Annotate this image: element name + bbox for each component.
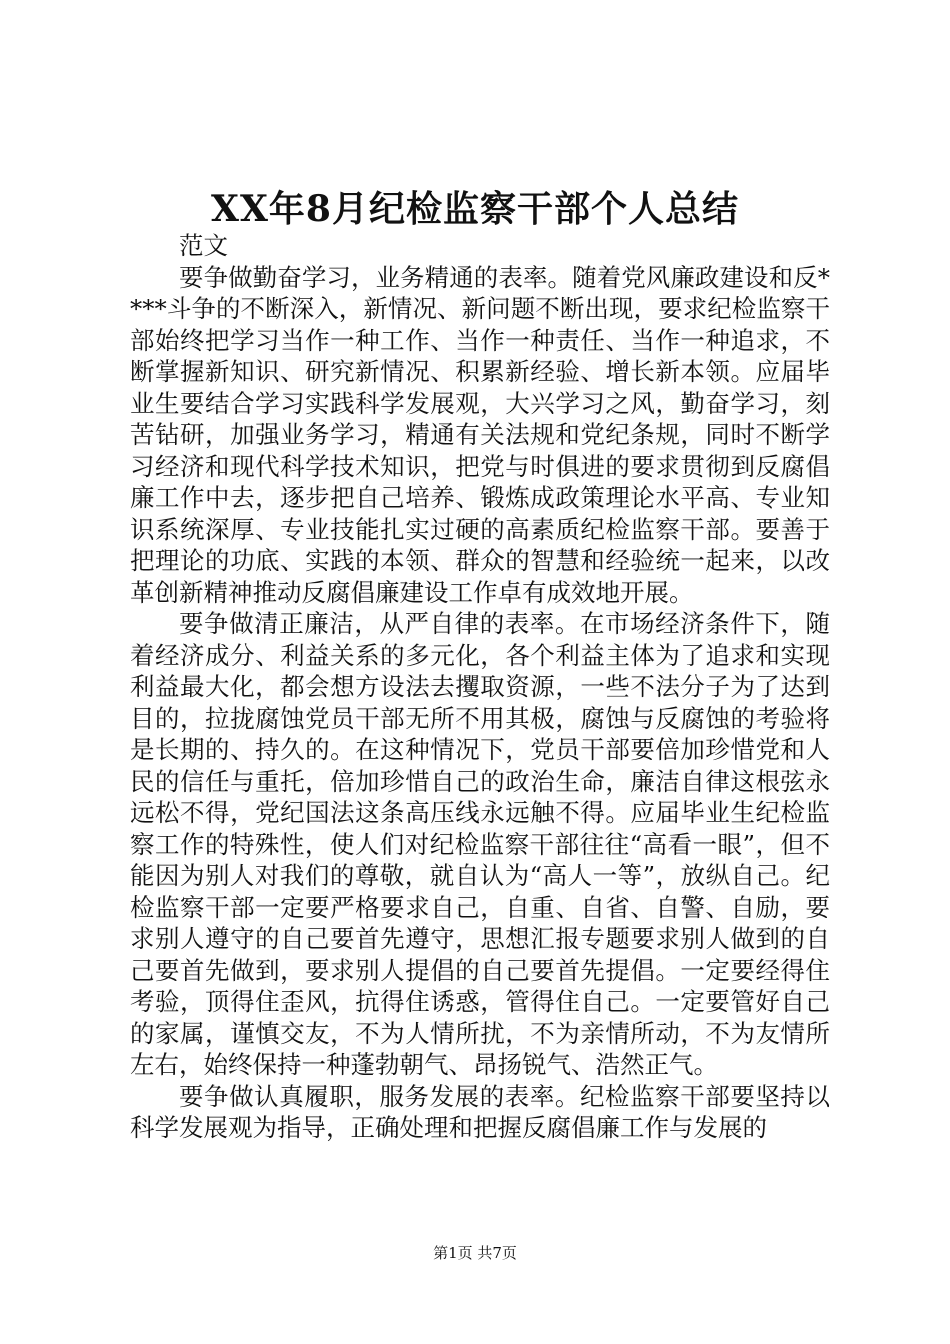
page-footer: 第1页 共7页	[433, 1244, 517, 1262]
body-paragraph-label: 范文	[179, 231, 228, 260]
body-paragraph: 要争做勤奋学习，业务精通的表率。随着党风廉政建设和反****斗争的不断深入，新情况、新问题不断出现，要求纪检监察干部始终把学习当作一种工作、当作一种责任、当作一种追求，不断掌握新知识、研究新情况、积累新经验、增长新本领。应届毕业生要结合学习实践科学发展观，大兴学习之风，勤奋学习，刻苦钻研，加强业务学习，精通有关法规和党纪条规，同时不断学习经济和现代科学技术知识，把党与时俱进的要求贯彻到反腐倡廉工作中去，逐步把自己培养、锻炼成政策理论水平高、专业知识系统深厚、专业技能扎实过硬的高素质纪检监察干部。要善于把理论的功底、实践的本领、群众的智慧和经验统一起来，以改革创新精神推动反腐倡廉建设工作卓有成效地开展。	[130, 262, 830, 607]
document-body	[130, 230, 830, 1144]
document-title: XX年8月纪检监察干部个人总结	[211, 188, 739, 230]
body-paragraph: 要争做清正廉洁，从严自律的表率。在市场经济条件下，随着经济成分、利益关系的多元化，各个利益主体为了追求和实现利益最大化，都会想方设法去攫取资源，一些不法分子为了达到目的，拉拢腐蚀党员干部无所不用其极，腐蚀与反腐蚀的考验将是长期的、持久的。在这种情况下，党员干部要倍加珍惜党和人民的信任与重托，倍加珍惜自己的政治生命，廉洁自律这根弦永远松不得，党纪国法这条高压线永远触不得。应届毕业生纪检监察工作的特殊性，使人们对纪检监察干部往往“高看一眼”，但不能因为别人对我们的尊敬，就自认为“高人一等”，放纵自己。纪检监察干部一定要严格要求自己，自重、自省、自警、自励，要求别人遵守的自己要首先遵守，思想汇报专题要求别人做到的自己要首先做到，要求别人提倡的自己要首先提倡。一定要经得住考验，顶得住歪风，抗得住诱惑，管得住自己。一定要管好自己的家属，谨慎交友，不为人情所扰，不为亲情所动，不为友情所左右，始终保持一种蓬勃朝气、昂扬锐气、浩然正气。	[130, 609, 830, 1079]
body-paragraph: 要争做认真履职，服务发展的表率。纪检监察干部要坚持以科学发展观为指导，正确处理和把握反腐倡廉工作与发展的	[130, 1081, 830, 1142]
